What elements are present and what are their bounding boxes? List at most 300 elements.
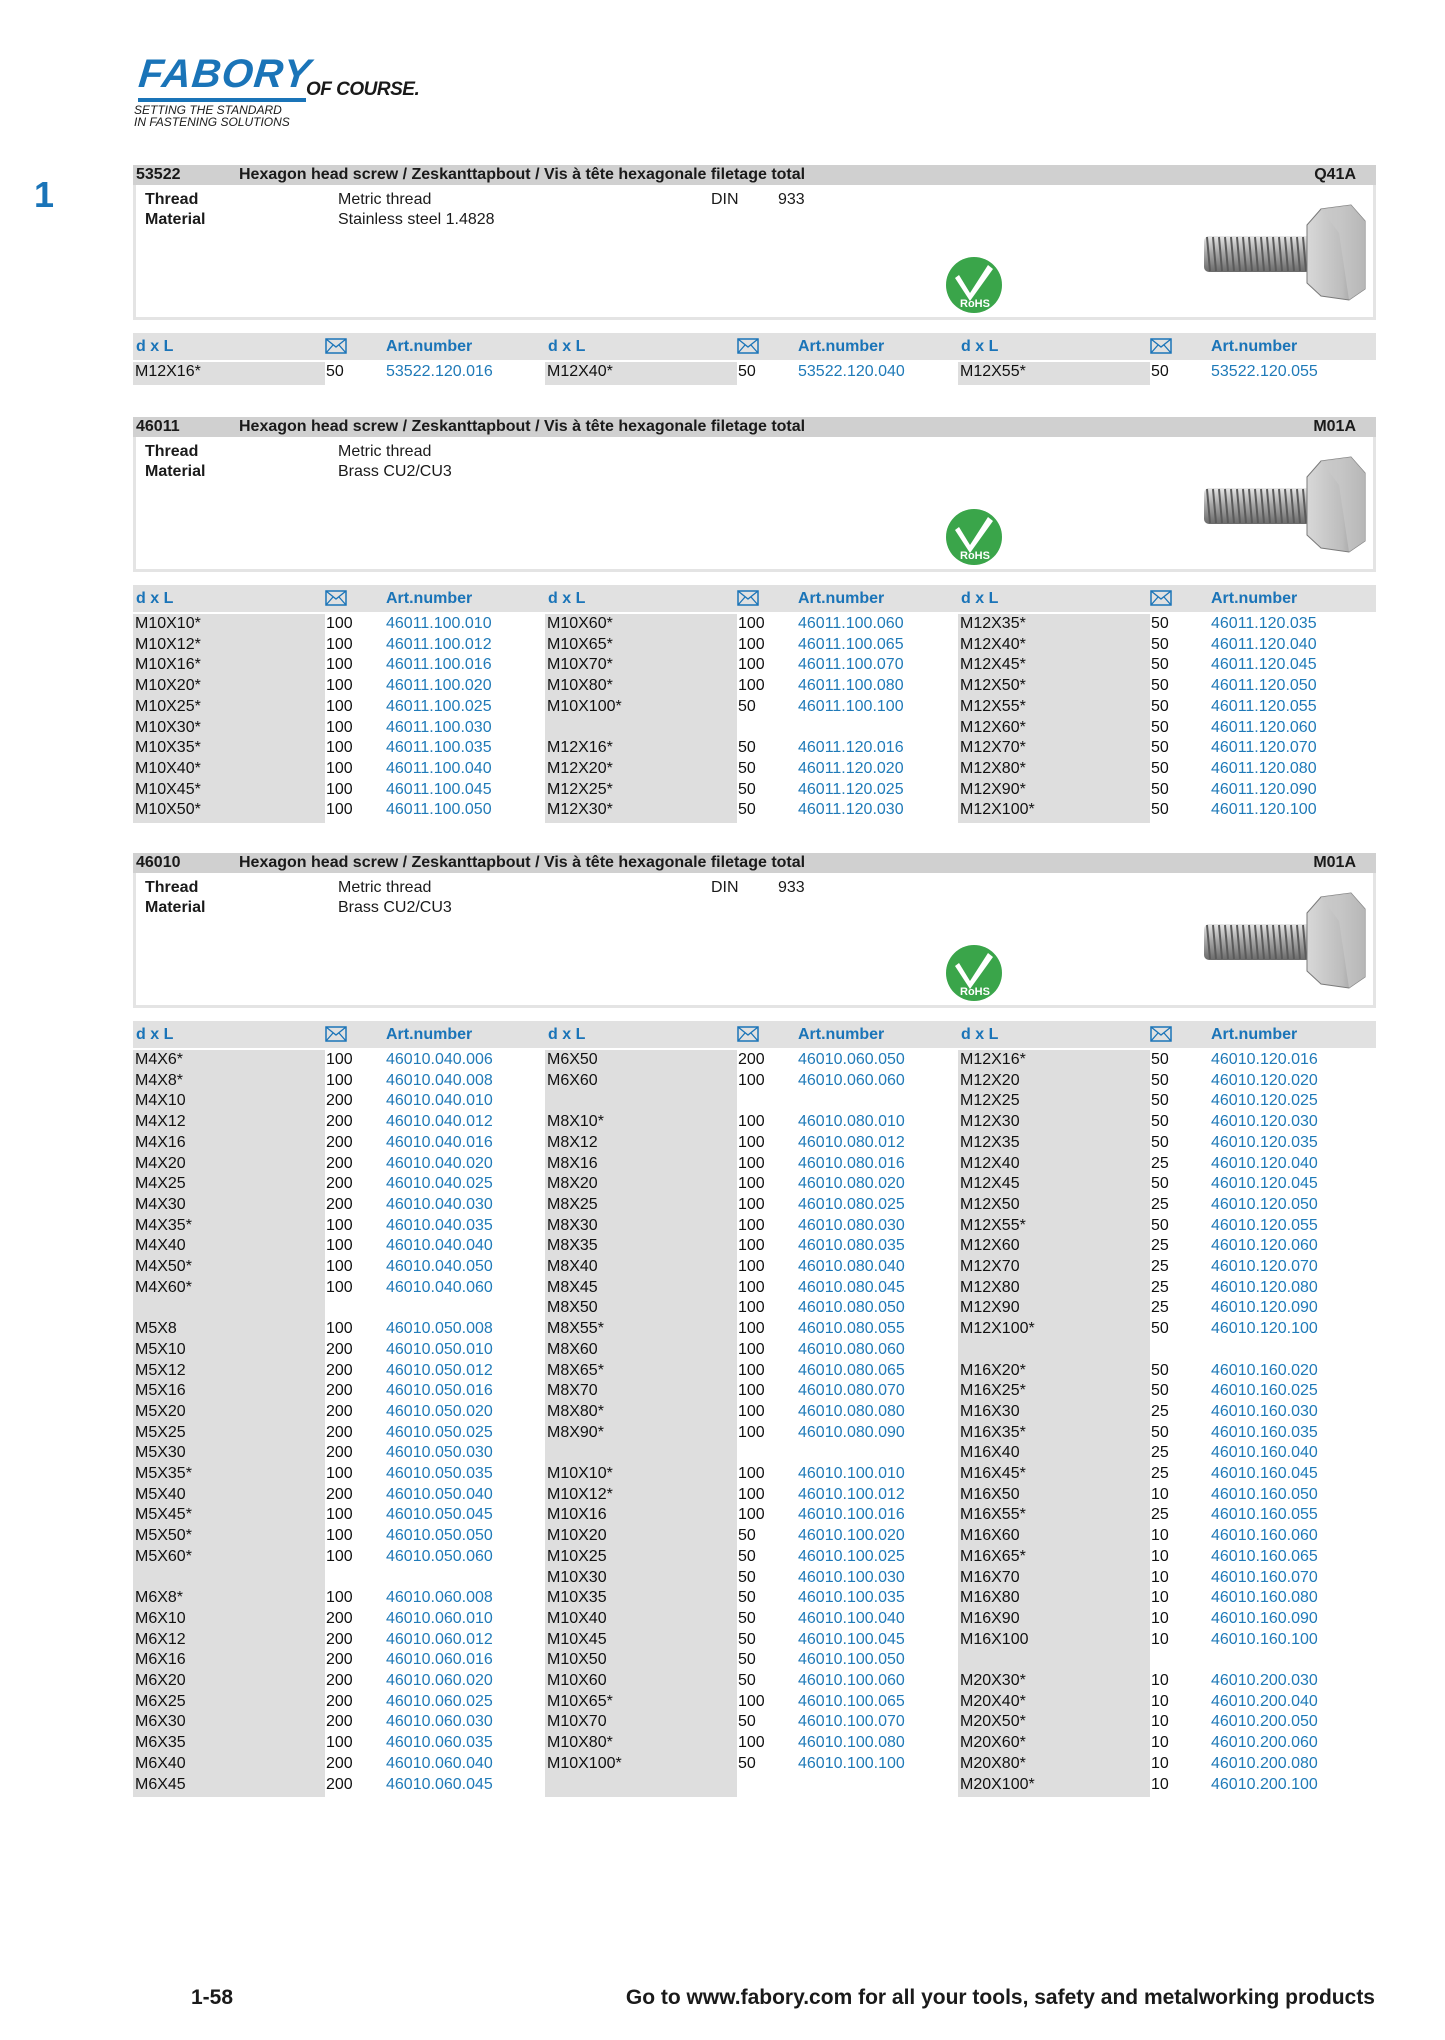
spec-value: Brass CU2/CU3 — [338, 899, 452, 916]
art-number-link[interactable]: 46010.080.012 — [798, 1133, 905, 1151]
table-row — [958, 1464, 1358, 1485]
size-cell: M8X35 — [547, 1237, 598, 1255]
art-number-link[interactable]: 46011.100.050 — [386, 801, 492, 819]
art-number-link[interactable]: 46010.100.080 — [798, 1734, 905, 1752]
quantity-cell: 10 — [1151, 1609, 1169, 1627]
table-row — [133, 780, 533, 801]
art-number-link[interactable]: 46010.080.050 — [798, 1299, 905, 1317]
art-number-link[interactable]: 46010.160.100 — [1211, 1630, 1318, 1648]
art-number-link[interactable]: 46010.060.025 — [386, 1692, 493, 1710]
table-row — [545, 1236, 945, 1257]
table-row — [958, 1050, 1358, 1071]
quantity-cell: 100 — [326, 1071, 353, 1089]
size-cell: M20X100* — [960, 1775, 1035, 1793]
size-cell: M16X35* — [960, 1423, 1026, 1441]
table-row — [133, 1050, 533, 1071]
art-number-link[interactable]: 46010.100.050 — [798, 1651, 905, 1669]
art-number-link[interactable]: 46010.040.008 — [386, 1071, 493, 1089]
size-cell: M12X20* — [547, 759, 613, 777]
art-number-link[interactable]: 46010.120.016 — [1211, 1051, 1318, 1068]
art-number-link[interactable]: 46010.120.040 — [1211, 1154, 1318, 1172]
art-number-link[interactable]: 46010.100.040 — [798, 1609, 905, 1627]
art-number-link[interactable]: 46010.100.035 — [798, 1589, 905, 1607]
size-cell: M4X30 — [135, 1195, 186, 1213]
din-value: 933 — [778, 191, 805, 208]
art-number-link[interactable]: 46010.120.070 — [1211, 1258, 1318, 1275]
spec-value: Metric thread — [338, 443, 432, 460]
art-number-link[interactable]: 46010.080.030 — [798, 1216, 905, 1234]
quantity-cell: 200 — [326, 1609, 353, 1627]
art-number-link[interactable]: 46011.120.100 — [1211, 801, 1317, 819]
art-number-link[interactable]: 46011.120.060 — [1211, 718, 1317, 736]
size-cell: M12X35* — [960, 615, 1026, 632]
quantity-cell: 100 — [326, 1547, 353, 1565]
art-header: Art.number — [386, 1026, 473, 1043]
table-row — [958, 1298, 1358, 1319]
art-number-link[interactable]: 46011.100.020 — [386, 677, 492, 695]
size-cell: M12X50 — [960, 1195, 1020, 1213]
table-row — [545, 1547, 945, 1568]
spec-value: Metric thread — [338, 879, 432, 896]
quantity-cell: 200 — [326, 1775, 353, 1793]
table-row — [133, 1361, 533, 1382]
art-number-link[interactable]: 46010.100.020 — [798, 1527, 905, 1545]
size-cell: M12X90 — [960, 1299, 1020, 1317]
size-cell: M10X16* — [135, 656, 201, 674]
table-row — [133, 635, 533, 656]
art-number-link[interactable]: 46010.040.040 — [386, 1237, 493, 1255]
size-cell: M20X40* — [960, 1692, 1026, 1710]
art-number-link[interactable]: 46010.100.016 — [798, 1506, 905, 1524]
art-number-link[interactable]: 46011.100.080 — [798, 677, 904, 695]
art-number-link[interactable]: 46010.040.035 — [386, 1216, 493, 1234]
dxl-header: d x L — [961, 338, 999, 355]
art-number-link[interactable]: 46010.160.020 — [1211, 1361, 1318, 1379]
art-number-link[interactable]: 46010.160.040 — [1211, 1444, 1318, 1462]
art-number-link[interactable]: 46010.050.020 — [386, 1402, 493, 1420]
art-number-link[interactable]: 46010.080.040 — [798, 1258, 905, 1275]
art-number-link[interactable]: 46011.120.055 — [1211, 697, 1317, 715]
art-number-link[interactable]: 46011.120.080 — [1211, 759, 1317, 777]
product-code: 46011 — [136, 418, 180, 435]
art-number-link[interactable]: 46011.100.035 — [386, 739, 492, 757]
art-number-link[interactable]: 46010.100.045 — [798, 1630, 905, 1648]
art-number-link[interactable]: 46010.100.065 — [798, 1692, 905, 1710]
size-cell: M6X12 — [135, 1630, 186, 1648]
art-number-link[interactable]: 46010.040.006 — [386, 1051, 493, 1068]
art-number-link[interactable]: 46010.060.050 — [798, 1051, 905, 1068]
size-cell: M10X20* — [135, 677, 201, 695]
table-row — [133, 718, 533, 739]
table-row — [133, 759, 533, 780]
table-row — [133, 655, 533, 676]
art-number-link[interactable]: 46011.100.065 — [798, 635, 904, 653]
art-number-link[interactable]: 46010.040.012 — [386, 1113, 493, 1131]
art-number-link[interactable]: 46010.060.040 — [386, 1754, 493, 1772]
art-number-link[interactable]: 46010.200.050 — [1211, 1713, 1318, 1731]
quantity-cell: 50 — [1151, 1320, 1169, 1338]
table-row — [133, 738, 533, 759]
art-number-link[interactable]: 46011.120.090 — [1211, 780, 1317, 798]
size-cell: M20X50* — [960, 1713, 1026, 1731]
art-number-link[interactable]: 46010.050.050 — [386, 1527, 493, 1545]
quantity-cell: 100 — [738, 1071, 765, 1089]
quantity-cell: 50 — [1151, 1051, 1169, 1068]
art-number-link[interactable]: 46010.040.020 — [386, 1154, 493, 1172]
art-number-link[interactable]: 46011.100.016 — [386, 656, 492, 674]
size-cell: M10X16 — [547, 1506, 607, 1524]
table-row — [958, 1754, 1358, 1775]
art-number-link[interactable]: 46010.080.090 — [798, 1423, 905, 1441]
din-label: DIN — [711, 879, 739, 896]
art-number-link[interactable]: 46010.160.065 — [1211, 1547, 1318, 1565]
quantity-cell: 100 — [326, 1320, 353, 1338]
art-number-link[interactable]: 46011.100.045 — [386, 780, 492, 798]
art-number-link[interactable]: 53522.120.040 — [798, 363, 905, 380]
size-cell: M10X12* — [135, 635, 201, 653]
art-number-link[interactable]: 46010.120.045 — [1211, 1175, 1318, 1193]
table-row — [958, 362, 1358, 383]
size-cell: M5X60* — [135, 1547, 192, 1565]
art-number-link[interactable]: 46010.040.030 — [386, 1195, 493, 1213]
table-row — [958, 1630, 1358, 1651]
quantity-cell: 100 — [326, 635, 353, 653]
art-number-link[interactable]: 46010.120.035 — [1211, 1133, 1318, 1151]
art-number-link[interactable]: 46010.080.060 — [798, 1340, 905, 1358]
art-header: Art.number — [798, 1026, 885, 1043]
art-number-link[interactable]: 46010.160.060 — [1211, 1527, 1318, 1545]
art-number-link[interactable]: 46010.050.016 — [386, 1382, 493, 1400]
size-cell: M10X25 — [547, 1547, 607, 1565]
section-specs — [133, 873, 1376, 1008]
art-number-link[interactable]: 46010.060.016 — [386, 1651, 493, 1669]
art-number-link[interactable]: 46010.040.050 — [386, 1258, 493, 1275]
art-number-link[interactable]: 46010.100.010 — [798, 1465, 905, 1482]
table-row — [545, 1505, 945, 1526]
art-number-link[interactable]: 46010.040.010 — [386, 1092, 493, 1110]
size-cell: M10X25* — [135, 697, 201, 715]
size-cell: M12X20 — [960, 1071, 1020, 1089]
quantity-cell: 100 — [738, 635, 765, 653]
quantity-cell: 50 — [1151, 1382, 1169, 1400]
size-cell: M16X20* — [960, 1361, 1026, 1379]
table-row — [545, 1319, 945, 1340]
size-cell: M10X30* — [135, 718, 201, 736]
product-code: 53522 — [136, 166, 181, 183]
art-number-link[interactable]: 46010.080.010 — [798, 1113, 905, 1131]
art-number-link[interactable]: 46010.040.016 — [386, 1133, 493, 1151]
art-number-link[interactable]: 46010.160.025 — [1211, 1382, 1318, 1400]
quantity-cell: 100 — [738, 1320, 765, 1338]
table-row — [545, 1154, 945, 1175]
quantity-cell: 10 — [1151, 1485, 1169, 1503]
art-number-link[interactable]: 46010.060.030 — [386, 1713, 493, 1731]
quantity-cell: 100 — [326, 656, 353, 674]
dxl-header: d x L — [136, 338, 174, 355]
art-number-link[interactable]: 46010.050.025 — [386, 1423, 493, 1441]
art-number-link[interactable]: 46010.200.100 — [1211, 1775, 1318, 1793]
table-row — [545, 614, 945, 635]
table-row — [958, 1402, 1358, 1423]
size-cell: M8X60 — [547, 1340, 598, 1358]
art-number-link[interactable]: 46010.060.008 — [386, 1589, 493, 1607]
art-number-link[interactable]: 46010.120.020 — [1211, 1071, 1318, 1089]
art-number-link[interactable]: 46011.120.050 — [1211, 677, 1317, 695]
dxl-header: d x L — [961, 590, 999, 607]
fabory-logo — [134, 52, 434, 142]
quantity-cell: 100 — [738, 1278, 765, 1296]
quantity-cell: 100 — [738, 1175, 765, 1193]
art-number-link[interactable]: 46010.060.045 — [386, 1775, 493, 1793]
quantity-cell: 50 — [738, 1589, 756, 1607]
quantity-cell: 50 — [1151, 697, 1169, 715]
table-row — [958, 1381, 1358, 1402]
quantity-cell: 100 — [738, 1361, 765, 1379]
art-number-link[interactable]: 46010.120.100 — [1211, 1320, 1318, 1338]
art-number-link[interactable]: 46010.100.025 — [798, 1547, 905, 1565]
table-row — [133, 1630, 533, 1651]
quantity-cell: 50 — [1151, 1113, 1169, 1131]
size-cell: M12X40* — [547, 363, 613, 380]
art-number-link[interactable]: 46011.100.100 — [798, 697, 904, 715]
art-number-link[interactable]: 53522.120.016 — [386, 363, 493, 380]
table-row — [545, 1278, 945, 1299]
art-number-link[interactable]: 46010.160.070 — [1211, 1568, 1318, 1586]
art-number-link[interactable]: 46011.100.030 — [386, 718, 492, 736]
envelope-icon — [325, 338, 347, 354]
art-number-link[interactable]: 53522.120.055 — [1211, 363, 1318, 380]
table-row — [545, 1361, 945, 1382]
art-number-link[interactable]: 46010.100.012 — [798, 1485, 905, 1503]
art-number-link[interactable]: 46011.120.035 — [1211, 615, 1317, 632]
quantity-cell: 10 — [1151, 1692, 1169, 1710]
table-row — [133, 1485, 533, 1506]
table-row — [958, 759, 1358, 780]
art-number-link[interactable]: 46011.120.025 — [798, 780, 904, 798]
art-number-link[interactable]: 46010.050.035 — [386, 1465, 493, 1482]
art-number-link[interactable]: 46010.120.055 — [1211, 1216, 1318, 1234]
size-cell: M10X65* — [547, 635, 613, 653]
size-cell: M8X90* — [547, 1423, 604, 1441]
art-number-link[interactable]: 46011.100.010 — [386, 615, 492, 632]
size-cell: M16X30 — [960, 1402, 1020, 1420]
table-row — [958, 676, 1358, 697]
quantity-cell: 100 — [738, 1423, 765, 1441]
table-row — [958, 1526, 1358, 1547]
art-number-link[interactable]: 46011.100.040 — [386, 759, 492, 777]
spec-label: Material — [145, 463, 206, 480]
art-number-link[interactable]: 46010.080.035 — [798, 1237, 905, 1255]
art-number-link[interactable]: 46011.120.020 — [798, 759, 904, 777]
art-number-link[interactable]: 46011.100.060 — [798, 615, 904, 632]
art-number-link[interactable]: 46010.040.060 — [386, 1278, 493, 1296]
art-number-link[interactable]: 46010.100.030 — [798, 1568, 905, 1586]
quantity-cell: 25 — [1151, 1195, 1169, 1213]
quantity-cell: 100 — [738, 1299, 765, 1317]
spec-value: Stainless steel 1.4828 — [338, 211, 495, 228]
art-number-link[interactable]: 46011.120.045 — [1211, 656, 1317, 674]
art-number-link[interactable]: 46010.080.016 — [798, 1154, 905, 1172]
art-number-link[interactable]: 46010.080.025 — [798, 1195, 905, 1213]
art-number-link[interactable]: 46011.100.070 — [798, 656, 904, 674]
quantity-cell: 100 — [738, 677, 765, 695]
size-cell: M12X70 — [960, 1258, 1020, 1275]
art-number-link[interactable]: 46010.060.035 — [386, 1734, 493, 1752]
table-row — [958, 1692, 1358, 1713]
art-number-link[interactable]: 46010.160.055 — [1211, 1506, 1318, 1524]
quantity-cell: 50 — [738, 739, 756, 757]
table-row — [958, 1361, 1358, 1382]
quantity-cell: 25 — [1151, 1506, 1169, 1524]
quantity-cell: 200 — [326, 1672, 353, 1689]
art-header: Art.number — [1211, 590, 1298, 607]
art-number-link[interactable]: 46010.200.080 — [1211, 1754, 1318, 1772]
art-number-link[interactable]: 46010.080.045 — [798, 1278, 905, 1296]
art-number-link[interactable]: 46011.120.040 — [1211, 635, 1317, 653]
size-cell: M12X55* — [960, 1216, 1026, 1234]
art-number-link[interactable]: 46010.120.050 — [1211, 1195, 1318, 1213]
art-number-link[interactable]: 46011.120.030 — [798, 801, 904, 819]
art-number-link[interactable]: 46010.050.030 — [386, 1444, 493, 1462]
product-code: 46010 — [136, 854, 181, 871]
size-cell: M12X25 — [960, 1092, 1020, 1110]
table-row — [133, 1174, 533, 1195]
art-number-link[interactable]: 46010.050.040 — [386, 1485, 493, 1503]
size-cell: M16X50 — [960, 1485, 1020, 1503]
hexagon-bolt-icon — [1199, 891, 1369, 991]
art-number-link[interactable]: 46010.080.070 — [798, 1382, 905, 1400]
quantity-cell: 100 — [738, 1237, 765, 1255]
art-number-link[interactable]: 46010.080.020 — [798, 1175, 905, 1193]
art-number-link[interactable]: 46011.100.012 — [386, 635, 492, 653]
table-row — [133, 1091, 533, 1112]
table-row — [958, 1568, 1358, 1589]
art-number-link[interactable]: 46010.160.045 — [1211, 1465, 1318, 1482]
art-number-link[interactable]: 46010.160.080 — [1211, 1589, 1318, 1607]
art-number-link[interactable]: 46010.120.060 — [1211, 1237, 1318, 1255]
art-number-link[interactable]: 46010.100.100 — [798, 1754, 905, 1772]
art-number-link[interactable]: 46010.060.060 — [798, 1071, 905, 1089]
quantity-cell: 200 — [326, 1340, 353, 1358]
art-number-link[interactable]: 46010.050.012 — [386, 1361, 493, 1379]
dxl-header: d x L — [548, 1026, 586, 1043]
quantity-cell: 200 — [326, 1754, 353, 1772]
art-number-link[interactable]: 46010.100.070 — [798, 1713, 905, 1731]
size-cell: M10X20 — [547, 1527, 607, 1545]
quantity-cell: 50 — [1151, 677, 1169, 695]
art-number-link[interactable]: 46010.080.080 — [798, 1402, 905, 1420]
footer-text: Go to www.fabory.com for all your tools, safety and metalworking products — [625, 1986, 1375, 2009]
table-row — [133, 1712, 533, 1733]
art-number-link[interactable]: 46010.050.060 — [386, 1547, 493, 1565]
art-number-link[interactable]: 46010.160.050 — [1211, 1485, 1318, 1503]
dxl-header: d x L — [136, 590, 174, 607]
quantity-cell: 10 — [1151, 1630, 1169, 1648]
art-number-link[interactable]: 46010.060.012 — [386, 1630, 493, 1648]
size-cell: M4X20 — [135, 1154, 186, 1172]
size-cell: M16X45* — [960, 1465, 1026, 1482]
size-cell: M12X30* — [547, 801, 613, 819]
table-row — [545, 676, 945, 697]
quantity-cell: 25 — [1151, 1278, 1169, 1296]
table-row — [133, 1671, 533, 1692]
art-number-link[interactable]: 46010.080.055 — [798, 1320, 905, 1338]
envelope-icon — [737, 590, 759, 606]
quantity-cell: 25 — [1151, 1258, 1169, 1275]
size-cell: M10X80* — [547, 1734, 613, 1752]
table-row — [545, 697, 945, 718]
art-number-link[interactable]: 46010.060.020 — [386, 1672, 493, 1689]
quantity-cell: 200 — [326, 1402, 353, 1420]
quantity-cell: 50 — [738, 801, 756, 819]
art-number-link[interactable]: 46010.080.065 — [798, 1361, 905, 1379]
art-number-link[interactable]: 46010.160.090 — [1211, 1609, 1318, 1627]
art-number-link[interactable]: 46010.120.030 — [1211, 1113, 1318, 1131]
quantity-cell: 100 — [738, 1734, 765, 1752]
quantity-cell: 100 — [738, 1382, 765, 1400]
art-number-link[interactable]: 46010.200.060 — [1211, 1734, 1318, 1752]
logo-tagline: OF COURSE. — [306, 79, 420, 100]
size-cell: M10X50* — [135, 801, 201, 819]
quantity-cell: 100 — [326, 1278, 353, 1296]
size-cell: M12X55* — [960, 363, 1026, 380]
art-number-link[interactable]: 46010.050.045 — [386, 1506, 493, 1524]
table-row — [958, 1154, 1358, 1175]
size-cell: M8X80* — [547, 1402, 604, 1420]
art-number-link[interactable]: 46010.160.030 — [1211, 1402, 1318, 1420]
art-number-link[interactable]: 46010.060.010 — [386, 1609, 493, 1627]
logo-subline: SETTING THE STANDARD IN FASTENING SOLUTIONS — [134, 103, 290, 129]
table-row — [133, 1236, 533, 1257]
art-number-link[interactable]: 46010.200.030 — [1211, 1672, 1318, 1689]
quantity-cell: 100 — [326, 677, 353, 695]
table-row — [958, 1423, 1358, 1444]
size-cell: M6X45 — [135, 1775, 186, 1793]
art-number-link[interactable]: 46010.120.090 — [1211, 1299, 1318, 1317]
quantity-cell: 200 — [326, 1195, 353, 1213]
table-row — [958, 635, 1358, 656]
art-number-link[interactable]: 46011.120.070 — [1211, 739, 1317, 757]
quantity-cell: 50 — [1151, 635, 1169, 653]
size-cell: M12X70* — [960, 739, 1026, 757]
art-number-link[interactable]: 46011.100.025 — [386, 697, 492, 715]
size-cell: M10X35 — [547, 1589, 607, 1607]
art-number-link[interactable]: 46010.050.008 — [386, 1320, 493, 1338]
art-number-link[interactable]: 46010.200.040 — [1211, 1692, 1318, 1710]
size-cell: M8X65* — [547, 1361, 604, 1379]
art-header: Art.number — [386, 590, 473, 607]
art-number-link[interactable]: 46010.160.035 — [1211, 1423, 1318, 1441]
quantity-cell: 50 — [1151, 656, 1169, 674]
quantity-cell: 50 — [1151, 1092, 1169, 1110]
size-cell: M10X10* — [547, 1465, 613, 1482]
art-number-link[interactable]: 46010.120.025 — [1211, 1092, 1318, 1110]
size-cell: M20X30* — [960, 1672, 1026, 1689]
table-row — [545, 1609, 945, 1630]
art-number-link[interactable]: 46010.100.060 — [798, 1672, 905, 1689]
table-row — [545, 1464, 945, 1485]
size-cell: M10X70* — [547, 656, 613, 674]
table-row — [545, 1733, 945, 1754]
art-number-link[interactable]: 46010.040.025 — [386, 1175, 493, 1193]
art-number-link[interactable]: 46011.120.016 — [798, 739, 904, 757]
quantity-cell: 50 — [738, 1651, 756, 1669]
art-number-link[interactable]: 46010.120.080 — [1211, 1278, 1318, 1296]
table-row — [133, 1257, 533, 1278]
art-number-link[interactable]: 46010.050.010 — [386, 1340, 493, 1358]
table-row — [545, 1174, 945, 1195]
size-cell: M10X45 — [547, 1630, 607, 1648]
